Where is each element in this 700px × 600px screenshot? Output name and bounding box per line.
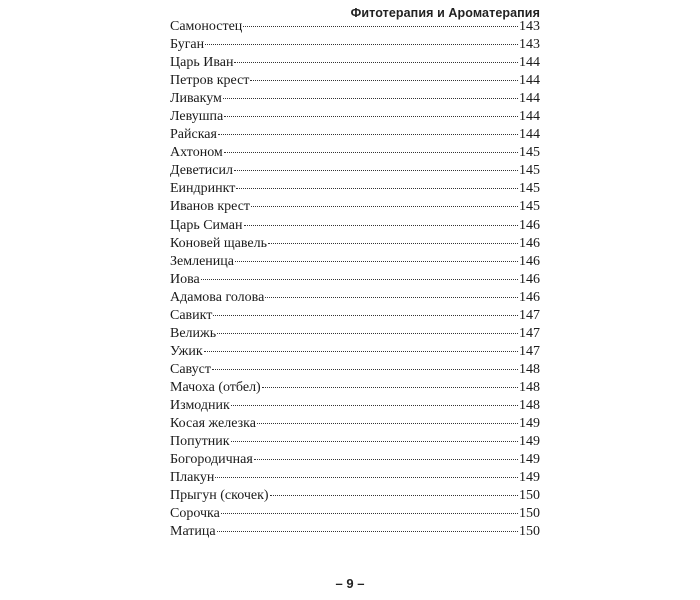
toc-entry-page: 148 (519, 361, 540, 377)
dot-leader (217, 530, 518, 532)
toc-entry (170, 344, 540, 362)
toc-entry (170, 470, 540, 488)
toc-entry-page: 145 (519, 199, 540, 215)
toc-entry-title: Коновей щавель (170, 235, 267, 251)
dot-leader (235, 260, 518, 262)
toc-entry-page: 146 (519, 271, 540, 287)
toc-entry (170, 55, 540, 73)
toc-entry (170, 290, 540, 308)
dot-leader (221, 512, 518, 514)
dot-leader (262, 386, 518, 388)
dot-leader (270, 494, 518, 496)
toc-entry (170, 109, 540, 127)
toc-entry-page: 149 (519, 416, 540, 432)
dot-leader (234, 169, 518, 171)
toc-entry (170, 488, 540, 506)
toc-entry (170, 218, 540, 236)
toc-entry-page: 144 (519, 73, 540, 89)
dot-leader (257, 422, 518, 424)
toc-entry-title: Земленица (170, 253, 234, 269)
running-head: Фитотерапия и Ароматерапия (350, 6, 540, 20)
toc-entry (170, 308, 540, 326)
toc-entry (170, 254, 540, 272)
toc-entry-page: 144 (519, 109, 540, 125)
toc-entry (170, 326, 540, 344)
toc-entry-title: Ливакум (170, 91, 222, 107)
dot-leader (204, 350, 518, 352)
toc-entry-page: 145 (519, 163, 540, 179)
toc-entry-title: Матица (170, 524, 216, 540)
dot-leader (254, 458, 518, 460)
dot-leader (218, 133, 518, 135)
toc-entry-page: 144 (519, 91, 540, 107)
toc-entry-page: 150 (519, 524, 540, 540)
toc-entry (170, 73, 540, 91)
toc-entry-page: 150 (519, 488, 540, 504)
toc-entry-page: 145 (519, 181, 540, 197)
dot-leader (268, 242, 518, 244)
toc-entry-title: Савикт (170, 307, 213, 323)
dot-leader (201, 278, 518, 280)
toc-entry-title: Ужик (170, 343, 203, 359)
toc-entry-title: Богородичная (170, 452, 253, 468)
toc-entry-title: Деветисил (170, 163, 233, 179)
toc-entry (170, 452, 540, 470)
toc-entry-title: Велижь (170, 325, 217, 341)
toc-entry-page: 149 (519, 452, 540, 468)
toc-entry (170, 398, 540, 416)
toc-entry-page: 146 (519, 289, 540, 305)
dot-leader (231, 404, 518, 406)
toc-entry-page: 146 (519, 217, 540, 233)
toc-entry (170, 524, 540, 542)
toc-entry-page: 148 (519, 379, 540, 395)
toc-entry-title: Сорочка (170, 506, 220, 522)
dot-leader (244, 224, 518, 226)
toc-entry-page: 147 (519, 325, 540, 341)
table-of-contents (170, 19, 540, 542)
dot-leader (224, 115, 518, 117)
page-number: – 9 – (335, 576, 365, 591)
dot-leader (212, 368, 518, 370)
toc-entry (170, 145, 540, 163)
dot-leader (250, 79, 518, 81)
toc-entry-title: Царь Симан (170, 217, 243, 233)
toc-entry (170, 272, 540, 290)
toc-entry-title: Иова (170, 271, 200, 287)
toc-entry-title: Царь Иван (170, 55, 234, 71)
toc-entry-title: Савуст (170, 361, 212, 377)
toc-entry (170, 127, 540, 145)
toc-entry-page: 150 (519, 506, 540, 522)
toc-entry-page: 147 (519, 343, 540, 359)
toc-entry-page: 146 (519, 235, 540, 251)
dot-leader (251, 205, 518, 207)
dot-leader (265, 296, 518, 298)
dot-leader (217, 332, 518, 334)
dot-leader (205, 43, 518, 45)
toc-entry-title: Иванов крест (170, 199, 251, 215)
toc-entry-title: Косая железка (170, 416, 256, 432)
toc-entry-title: Мачоха (отбел) (170, 379, 261, 395)
toc-entry (170, 181, 540, 199)
toc-entry-page: 144 (519, 55, 540, 71)
toc-entry (170, 19, 540, 37)
toc-entry-page: 144 (519, 127, 540, 143)
toc-entry (170, 163, 540, 181)
toc-entry-title: Плакун (170, 470, 215, 486)
toc-entry (170, 91, 540, 109)
toc-entry (170, 362, 540, 380)
toc-entry-title: Ахтоном (170, 145, 223, 161)
toc-entry-page: 146 (519, 253, 540, 269)
toc-entry-page: 145 (519, 145, 540, 161)
dot-leader (215, 476, 518, 478)
toc-entry-page: 143 (519, 19, 540, 34)
toc-entry-page: 149 (519, 434, 540, 450)
toc-entry-page: 143 (519, 37, 540, 53)
toc-entry-title: Петров крест (170, 73, 250, 89)
dot-leader (223, 97, 518, 99)
dot-leader (224, 151, 518, 153)
toc-entry-title: Еиндринкт (170, 181, 236, 197)
toc-entry (170, 199, 540, 217)
toc-entry-title: Измодник (170, 397, 230, 413)
toc-entry (170, 506, 540, 524)
dot-leader (234, 61, 518, 63)
dot-leader (243, 25, 518, 27)
dot-leader (213, 314, 518, 316)
toc-entry-title: Адамова голова (170, 289, 265, 305)
toc-entry-title: Левушпа (170, 109, 224, 125)
toc-entry-title: Буган (170, 37, 205, 53)
dot-leader (231, 440, 518, 442)
toc-entry-title: Попутник (170, 434, 230, 450)
toc-entry-page: 149 (519, 470, 540, 486)
toc-entry-title: Райская (170, 127, 217, 143)
toc-entry (170, 434, 540, 452)
toc-entry (170, 236, 540, 254)
toc-entry (170, 380, 540, 398)
toc-entry-title: Самоностец (170, 19, 243, 34)
toc-entry-page: 148 (519, 397, 540, 413)
dot-leader (236, 187, 518, 189)
toc-entry (170, 37, 540, 55)
toc-entry (170, 416, 540, 434)
toc-entry-page: 147 (519, 307, 540, 323)
toc-entry-title: Прыгун (скочек) (170, 488, 269, 504)
